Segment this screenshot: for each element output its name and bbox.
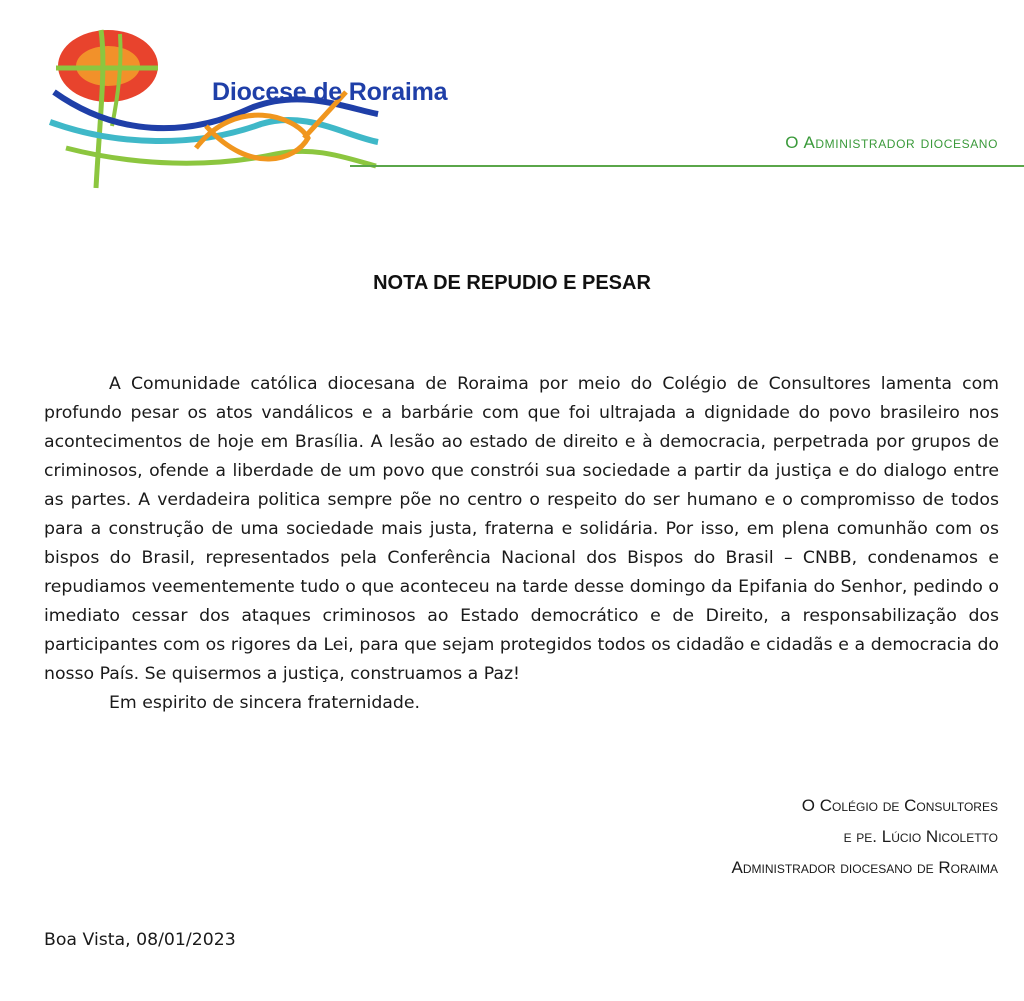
document-title: NOTA DE REPUDIO E PESAR (373, 272, 651, 294)
diocese-logo (46, 26, 448, 191)
diocese-logo-graphic (46, 26, 386, 191)
document-body (44, 370, 999, 718)
signature-line: O Colégio de Consultores (801, 796, 998, 815)
administrator-header: O Administrador diocesano (785, 133, 998, 152)
place-date: Boa Vista, 08/01/2023 (44, 930, 236, 950)
header-divider (350, 165, 1024, 167)
closing-line: Em espirito de sincera fraternidade. (109, 693, 420, 713)
signature-line: Administrador diocesano de Roraima (731, 858, 998, 877)
signature-line: e pe. Lúcio Nicoletto (843, 827, 998, 846)
signature-block (732, 790, 998, 883)
logo-text: Diocese de Roraima (212, 78, 448, 106)
body-paragraph: A Comunidade católica diocesana de Roraima por meio do Colégio de Consultores lamenta com profundo pesar os atos vandálicos e a barbárie com que foi ultrajada a dignidade do povo brasileiro nos acontecimentos de hoje em Brasília. A lesão ao estado de direito e à democracia, perpetrada por grupos de criminosos, ofende a liberdade de um povo que constrói sua sociedade a partir da justiça e do dialogo entre as partes. A verdadeira politica sempre põe no centro o respeito do ser humano e o compromisso de todos para a construção de uma sociedade mais justa, fraterna e solidária. Por isso, em plena comunhão com os bispos do Brasil, representados pela Conferência Nacional dos Bispos do Brasil – CNBB, condenamos e repudiamos veementemente tudo o que aconteceu na tarde desse domingo da Epifania do Senhor, pedindo o imediato cessar dos ataques criminosos ao Estado democrático e de Direito, a responsabilização dos participantes com os rigores da Lei, para que sejam protegidos todos os cidadão e cidadãs e a democracia do nosso País. Se quisermos a justiça, construamos a Paz! (44, 374, 999, 684)
